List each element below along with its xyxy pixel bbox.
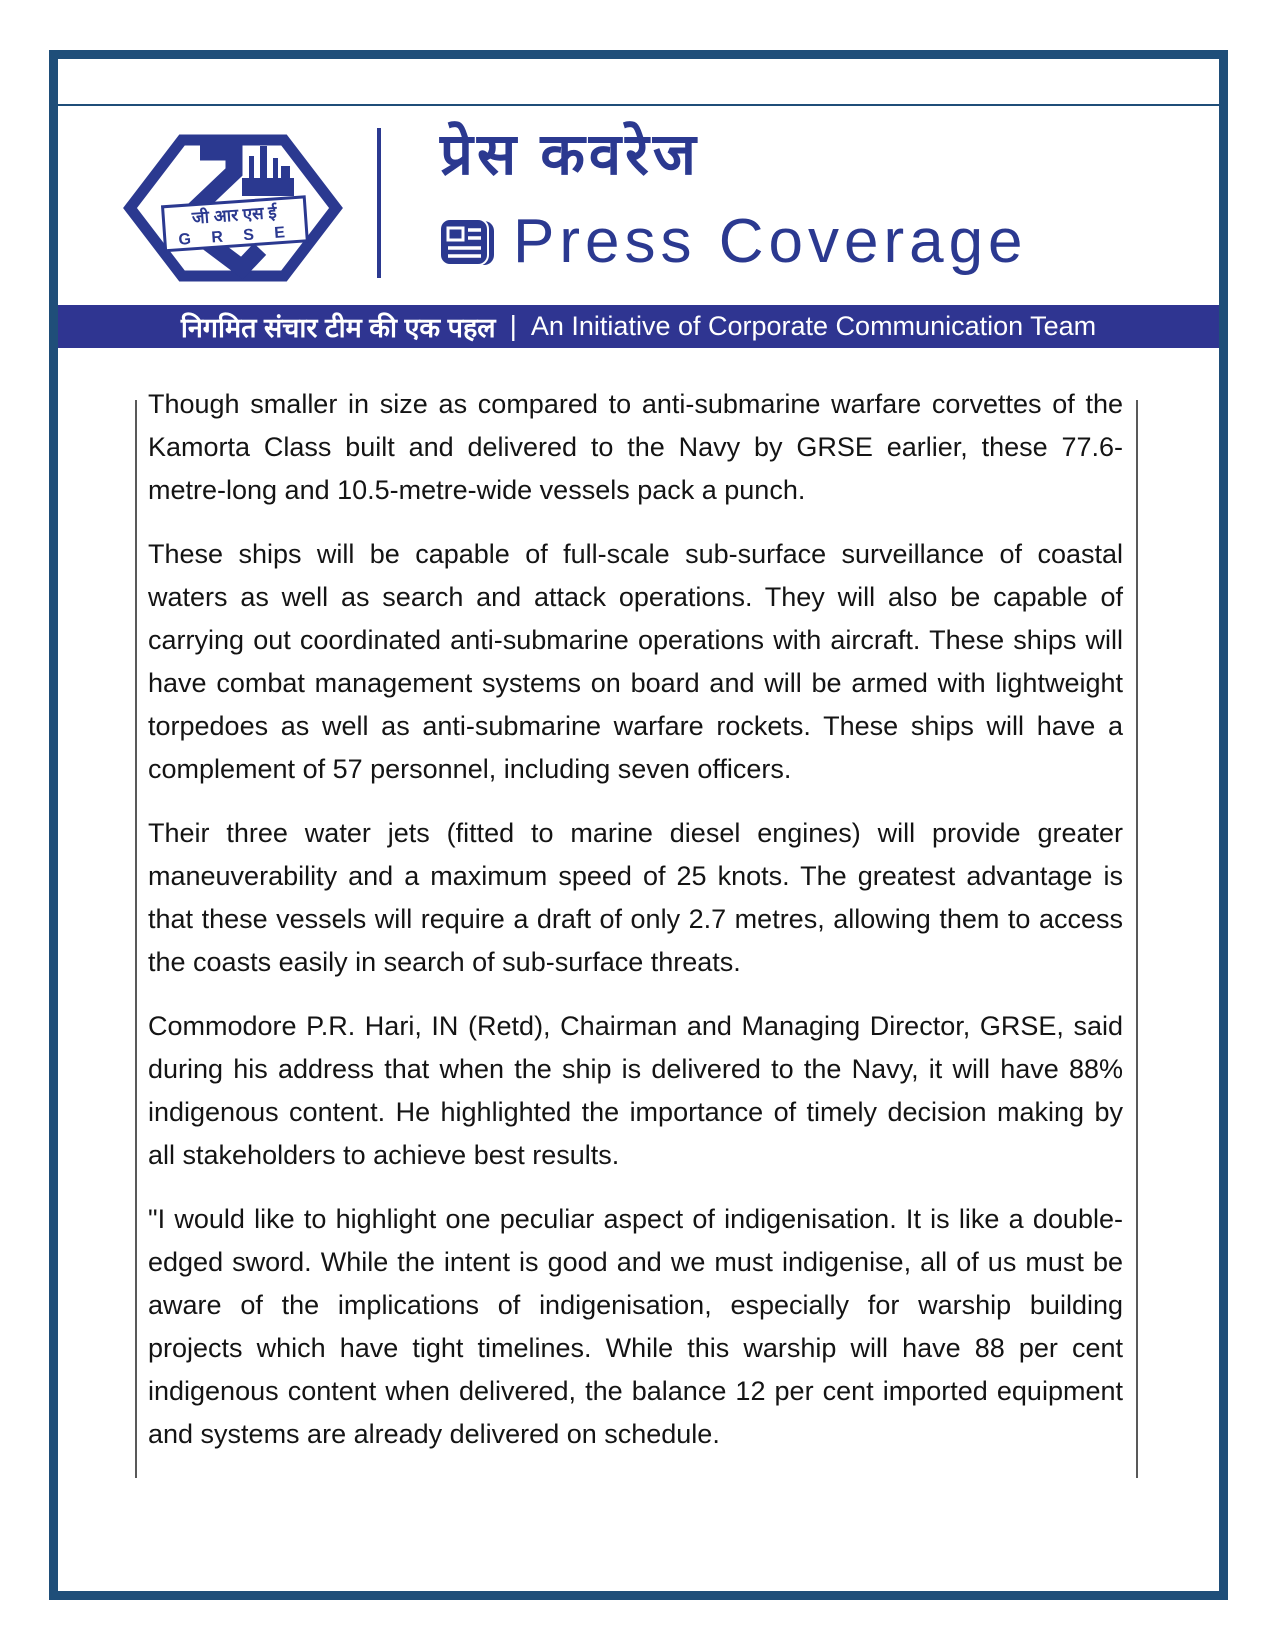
logo-ribbon-hindi: जी आर एस ई [191, 202, 278, 228]
grse-logo [122, 128, 344, 293]
title-english-row [437, 206, 1028, 277]
banner-separator: | [509, 309, 517, 341]
banner-hindi-text: निगमित संचार टीम की एक पहल [180, 313, 496, 343]
text-column-rule-right [1136, 400, 1138, 1478]
banner-english-text: An Initiative of Corporate Communication Team [530, 311, 1097, 341]
initiative-banner [58, 305, 1219, 348]
paragraph-2: These ships will be capable of full-scale sub-surface surveillance of coastal waters as well as search and attack operations. They will also be capable of carrying out coordinated anti-submarine operations with aircraft. These ships will have combat management systems on board and will be armed with lightweight torpedoes as well as anti-submarine warfare rockets. These ships will have a complement of 57 personnel, including seven officers. [148, 539, 1123, 784]
paragraph-3: Their three water jets (fitted to marine diesel engines) will provide greater maneuverability and a maximum speed of 25 knots. The greatest advantage is that these vessels will require a draft of only 2.7 metres, allowing them to access the coasts easily in search of sub-surface threats. [148, 818, 1123, 977]
paragraph-1: Though smaller in size as compared to anti-submarine warfare corvettes of the Kamorta Class built and delivered to the Navy by GRSE earlier, these 77.6-metre-long and 10.5-metre-wide vessels pack a punch. [148, 389, 1123, 505]
newspaper-icon [437, 213, 497, 271]
logo-ribbon-latin: G R S E [177, 223, 294, 249]
title-hindi: प्रेस कवरेज [440, 122, 700, 187]
paragraph-5: "I would like to highlight one peculiar aspect of indigenisation. It is like a double-edged sword. While the intent is good and we must indigenise, all of us must be aware of the implications of indigenisation, especially for warship building projects which have tight timelines. While this warship will have 88 per cent indigenous content when delivered, the balance 12 per cent imported equipment and systems are already delivered on schedule. [148, 1204, 1123, 1449]
grse-hexagon-logo-icon [122, 128, 344, 288]
header-top-rule [58, 104, 1219, 106]
title-english: Press Coverage [513, 207, 1028, 276]
header-divider [377, 128, 381, 278]
paragraph-4: Commodore P.R. Hari, IN (Retd), Chairman and Managing Director, GRSE, said during his address that when the ship is delivered to the Navy, it will have 88% indigenous content. He highlighted the importance of timely decision making by all stakeholders to achieve best results. [148, 1011, 1123, 1170]
article-body [148, 383, 1123, 1477]
text-column-rule-left [135, 400, 137, 1478]
logo-ribbon [163, 197, 308, 251]
